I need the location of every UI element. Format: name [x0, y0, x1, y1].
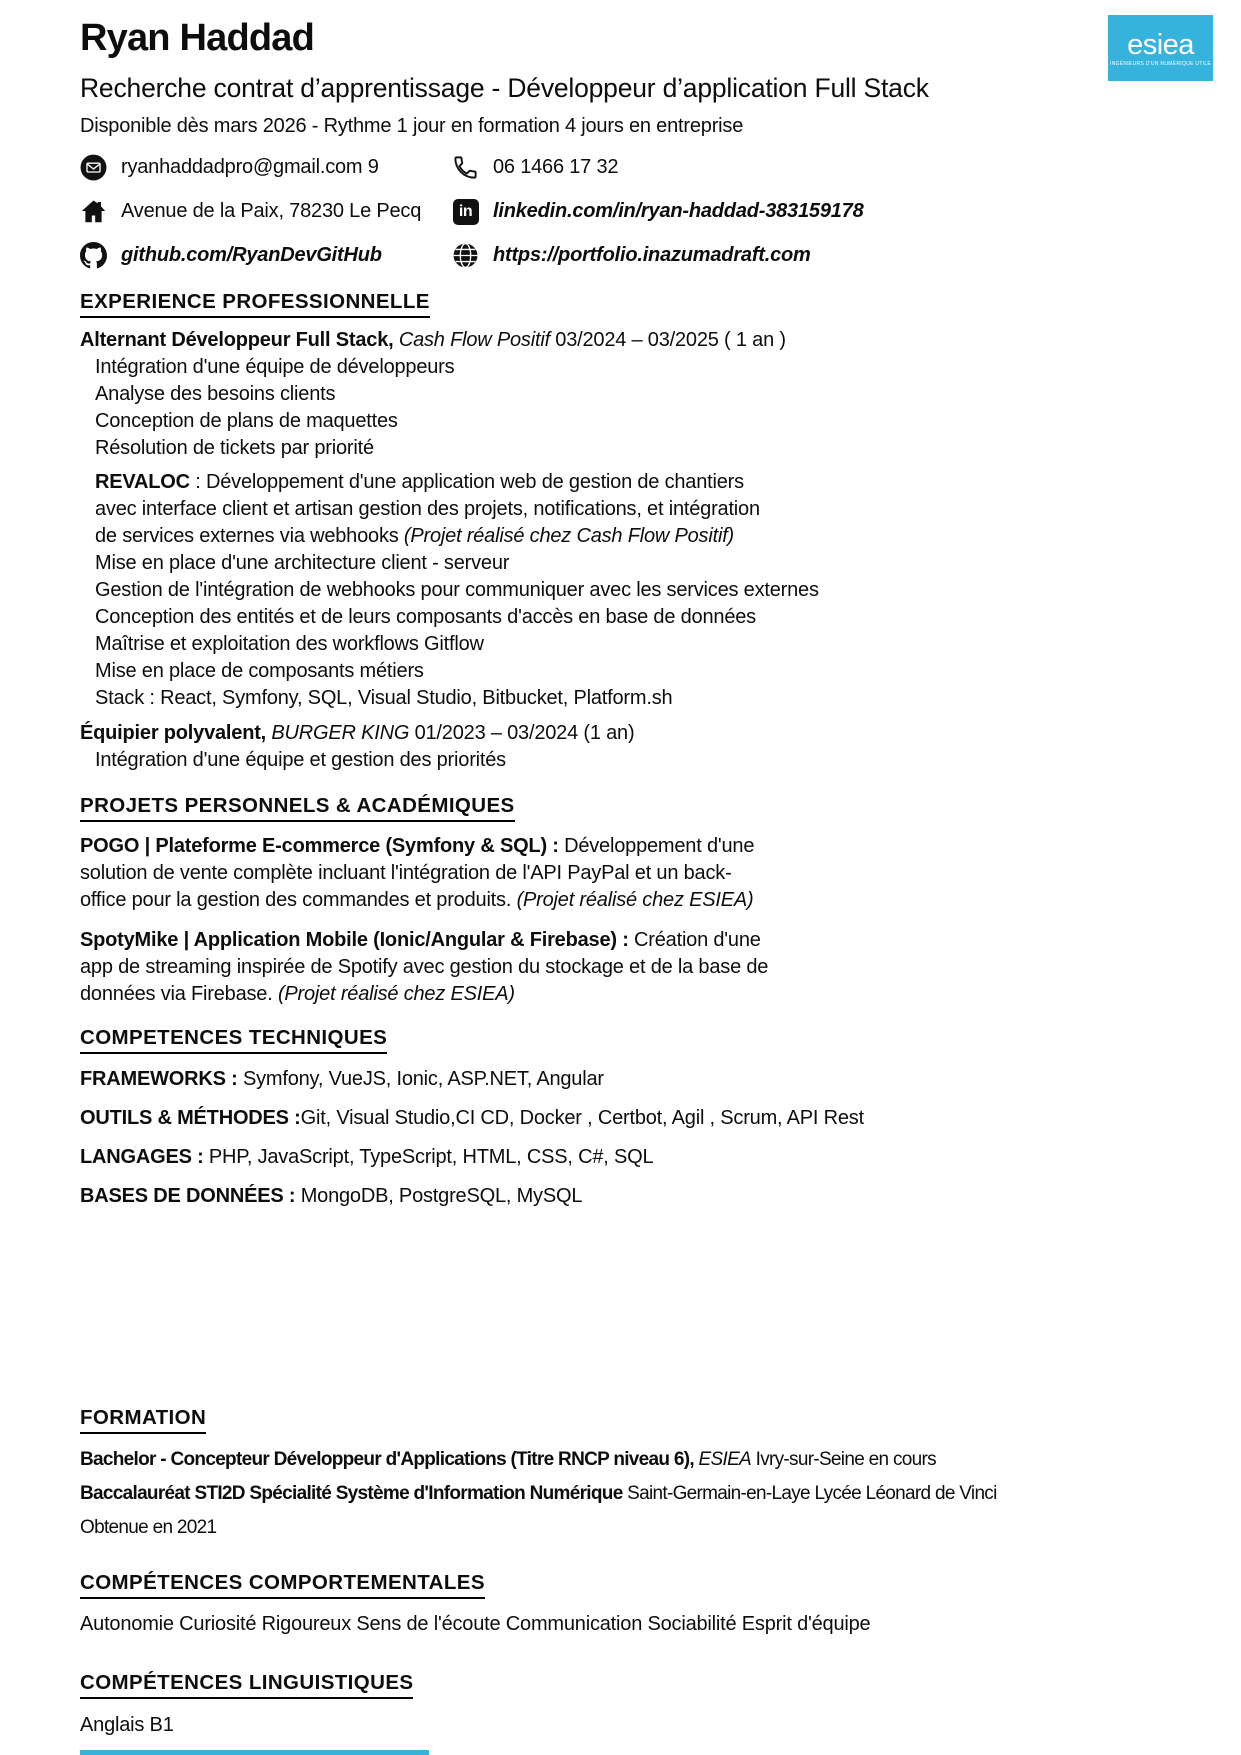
page-bottom-partial-bar [80, 1750, 429, 1755]
formation-line: Baccalauréat STI2D Spécialité Système d'Information Numérique Saint-Germain-en-Laye Lycée Léonard de Vinci [80, 1483, 997, 1504]
revaloc-paragraph [95, 469, 1161, 550]
experience-heading: EXPERIENCE PROFESSIONNELLE [80, 290, 430, 318]
globe-icon [452, 242, 479, 269]
list-item: Intégration d'une équipe de développeurs [95, 356, 455, 378]
language-level: Anglais B1 [80, 1714, 174, 1736]
revaloc-line: avec interface client et artisan gestion des projets, notifications, et intégration [95, 498, 760, 520]
address-text: Avenue de la Paix, 78230 Le Pecq [121, 200, 422, 222]
formation-line: Obtenue en 2021 [80, 1517, 217, 1538]
portfolio-link[interactable]: https://portfolio.inazumadraft.com [493, 244, 811, 266]
home-icon [80, 198, 107, 225]
formation-line: Bachelor - Concepteur Développeur d'Applications (Titre RNCP niveau 6), ESIEA Ivry-sur-Seine en cours [80, 1449, 936, 1470]
pogo-line: POGO | Plateforme E-commerce (Symfony & SQL) : Développement d'une [80, 835, 755, 857]
contact-section [80, 154, 1161, 269]
github-icon [80, 242, 107, 269]
phone-text: 06 1466 17 32 [493, 156, 619, 178]
email-text: ryanhaddadpro@gmail.com 9 [121, 156, 379, 178]
projects-heading: PROJETS PERSONNELS & ACADÉMIQUES [80, 794, 515, 822]
list-item: Mise en place d'une architecture client - serveur [95, 552, 510, 574]
esiea-logo-text: esiea [1127, 28, 1194, 61]
pogo-line: solution de vente complète incluant l'intégration de l'API PayPal et un back- [80, 862, 732, 884]
availability-line: Disponible dès mars 2026 - Rythme 1 jour en formation 4 jours en entreprise [80, 115, 744, 137]
spotymike-line: SpotyMike | Application Mobile (Ionic/Angular & Firebase) : Création d'une [80, 929, 761, 951]
phone-icon [452, 154, 479, 181]
soft-skills-heading: COMPÉTENCES COMPORTEMENTALES [80, 1571, 485, 1599]
job1-bullets [95, 354, 1161, 462]
github-link[interactable]: github.com/RyanDevGitHub [121, 244, 382, 266]
esiea-logo [1108, 15, 1213, 81]
contact-linkedin [452, 198, 1161, 225]
job1-bullets-2 [95, 550, 1161, 712]
list-item: Conception de plans de maquettes [95, 410, 398, 432]
list-item: Stack : React, Symfony, SQL, Visual Studio, Bitbucket, Platform.sh [95, 687, 673, 709]
revaloc-line: de services externes via webhooks (Projet réalisé chez Cash Flow Positif) [95, 525, 735, 547]
list-item: Analyse des besoins clients [95, 383, 336, 405]
list-item: Intégration d'une équipe et gestion des priorités [95, 749, 506, 771]
contact-portfolio [452, 242, 1161, 269]
project-spotymike [80, 927, 1161, 1008]
list-item: Conception des entités et de leurs composants d'accès en base de données [95, 606, 756, 628]
linkedin-link[interactable]: linkedin.com/in/ryan-haddad-383159178 [493, 200, 864, 222]
skills-heading: COMPETENCES TECHNIQUES [80, 1026, 387, 1054]
linkedin-icon: in [452, 198, 479, 225]
contact-phone [452, 154, 1161, 181]
skills-frameworks: FRAMEWORKS : Symfony, VueJS, Ionic, ASP.NET, Angular [80, 1068, 604, 1090]
revaloc-line: REVALOC : Développement d'une application web de gestion de chantiers [95, 471, 744, 493]
job2-title: Équipier polyvalent, BURGER KING 01/2023 – 03/2024 (1 an) [80, 722, 635, 744]
page-title: Ryan Haddad [80, 17, 315, 59]
job1-title: Alternant Développeur Full Stack, Cash Flow Positif 03/2024 – 03/2025 ( 1 an ) [80, 329, 786, 351]
job2-bullets [95, 747, 1161, 774]
list-item: Maîtrise et exploitation des workflows Gitflow [95, 633, 484, 655]
soft-skills-line: Autonomie Curiosité Rigoureux Sens de l'écoute Communication Sociabilité Esprit d'équipe [80, 1613, 871, 1635]
list-item: Mise en place de composants métiers [95, 660, 424, 682]
job-search-title: Recherche contrat d’apprentissage - Développeur d’application Full Stack [80, 73, 929, 103]
spotymike-line: app de streaming inspirée de Spotify avec gestion du stockage et de la base de [80, 956, 769, 978]
formation-heading: FORMATION [80, 1406, 206, 1434]
skills-tools: OUTILS & MÉTHODES :Git, Visual Studio,CI CD, Docker , Certbot, Agil , Scrum, API Rest [80, 1107, 864, 1129]
skills-languages: LANGAGES : PHP, JavaScript, TypeScript, HTML, CSS, C#, SQL [80, 1146, 654, 1168]
contact-github [80, 242, 452, 269]
list-item: Résolution de tickets par priorité [95, 437, 374, 459]
spotymike-line: données via Firebase. (Projet réalisé chez ESIEA) [80, 983, 515, 1005]
contact-email [80, 154, 452, 181]
pogo-line: office pour la gestion des commandes et produits. (Projet réalisé chez ESIEA) [80, 889, 754, 911]
esiea-logo-tagline: INGÉNIEURS D'UN NUMÉRIQUE UTILE [1109, 60, 1212, 67]
project-pogo [80, 833, 1161, 914]
language-skills-heading: COMPÉTENCES LINGUISTIQUES [80, 1671, 413, 1699]
list-item: Gestion de l'intégration de webhooks pour communiquer avec les services externes [95, 579, 819, 601]
formation-paragraph [80, 1443, 1161, 1545]
skills-databases: BASES DE DONNÉES : MongoDB, PostgreSQL, MySQL [80, 1185, 583, 1207]
contact-address [80, 198, 452, 225]
email-icon [80, 154, 107, 181]
